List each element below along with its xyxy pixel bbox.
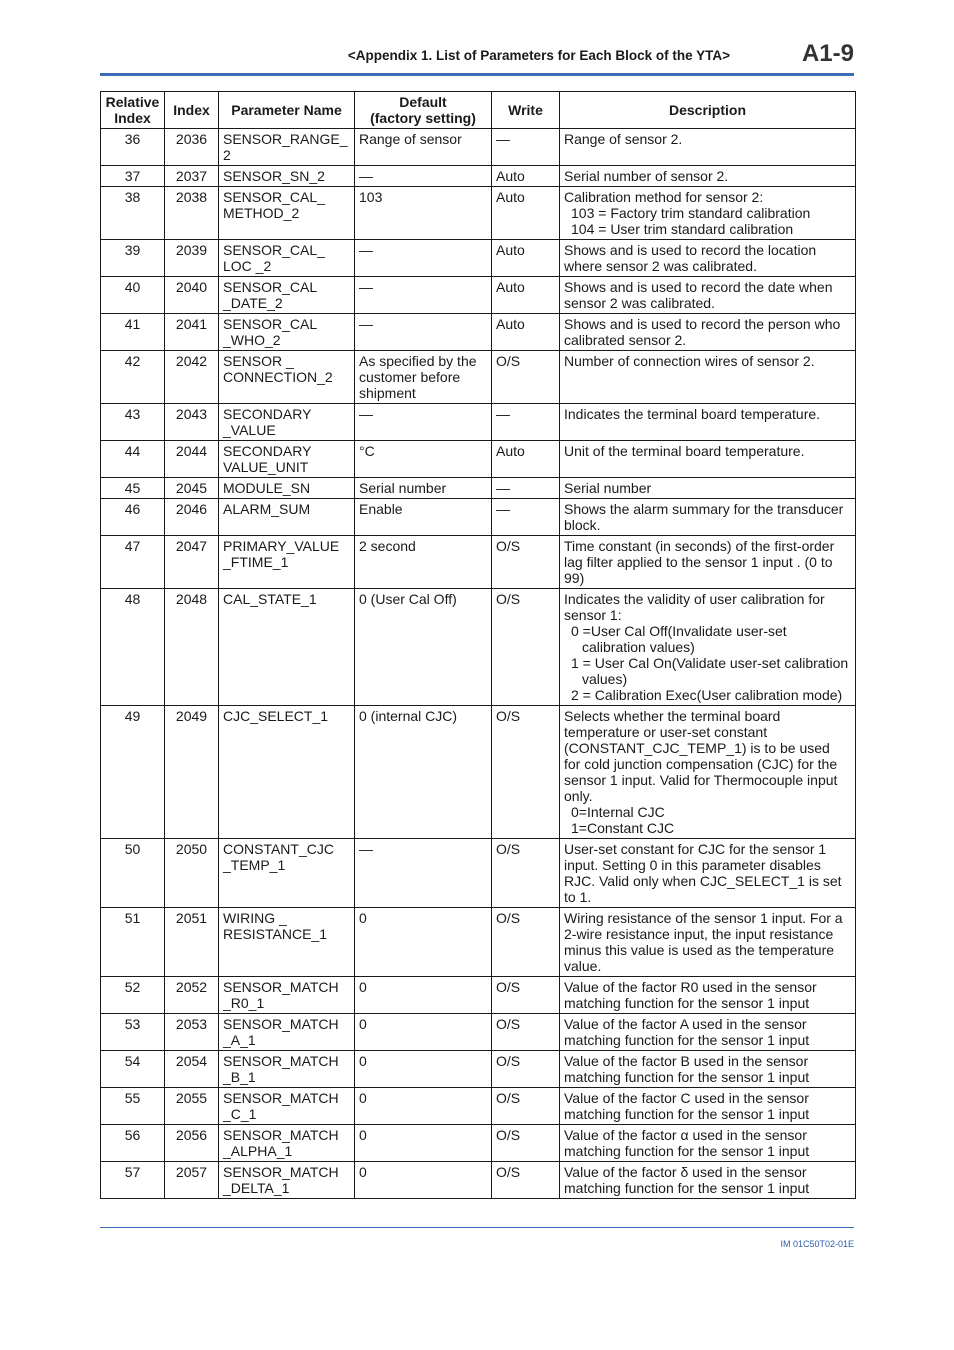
parameter-table	[100, 91, 856, 1199]
cell-index: 2043	[165, 404, 219, 441]
default-value-line: Range of sensor	[359, 131, 462, 147]
header-divider	[100, 73, 854, 76]
table-row	[101, 1088, 856, 1125]
parameter-name-line: SENSOR _	[223, 353, 294, 369]
cell-write: O/S	[492, 1014, 560, 1051]
cell-relative-index: 40	[101, 277, 165, 314]
table-row	[101, 240, 856, 277]
cell-relative-index: 57	[101, 1162, 165, 1199]
description-line: Value of the factor C used in the sensor	[564, 1090, 809, 1106]
cell-index: 2042	[165, 351, 219, 404]
parameter-name-line: VALUE_UNIT	[223, 459, 309, 475]
cell-default	[355, 536, 492, 589]
cell-relative-index: 43	[101, 404, 165, 441]
cell-relative-index: 45	[101, 478, 165, 499]
cell-relative-index: 52	[101, 977, 165, 1014]
parameter-name-line: _DATE_2	[223, 295, 283, 311]
cell-index: 2050	[165, 839, 219, 908]
table-row	[101, 314, 856, 351]
description-line: Range of sensor 2.	[564, 131, 683, 147]
cell-relative-index: 53	[101, 1014, 165, 1051]
cell-parameter-name	[219, 1125, 355, 1162]
column-header-default-line1: Default	[399, 94, 447, 110]
cell-write: O/S	[492, 1088, 560, 1125]
cell-index: 2044	[165, 441, 219, 478]
cell-description	[560, 839, 856, 908]
cell-description	[560, 404, 856, 441]
default-value-line: 0	[359, 910, 367, 926]
table-row	[101, 1125, 856, 1162]
cell-index: 2055	[165, 1088, 219, 1125]
cell-parameter-name	[219, 351, 355, 404]
cell-relative-index: 46	[101, 499, 165, 536]
cell-default	[355, 404, 492, 441]
parameter-name-line: _TEMP_1	[223, 857, 286, 873]
description-line: 1 = User Cal On(Validate user-set calibration	[571, 655, 849, 671]
cell-default	[355, 706, 492, 839]
description-line: matching function for the sensor 1 input	[564, 1069, 810, 1085]
parameter-name-line: MODULE_SN	[223, 480, 311, 496]
default-value-line: Enable	[359, 501, 403, 517]
column-header-default	[355, 92, 492, 129]
parameter-name-line: _C_1	[223, 1106, 257, 1122]
description-line: 0=Internal CJC	[571, 804, 665, 820]
cell-description	[560, 1014, 856, 1051]
default-value-line: —	[359, 242, 373, 258]
cell-write: —	[492, 499, 560, 536]
cell-write: —	[492, 478, 560, 499]
cell-index: 2056	[165, 1125, 219, 1162]
parameter-name-line: METHOD_2	[223, 205, 300, 221]
description-line: (CONSTANT_CJC_TEMP_1) is to be used	[564, 740, 830, 756]
description-line: Calibration method for sensor 2:	[564, 189, 764, 205]
cell-description	[560, 166, 856, 187]
description-line: matching function for the sensor 1 input	[564, 1180, 810, 1196]
cell-parameter-name	[219, 908, 355, 977]
parameter-name-line: CONSTANT_CJC	[223, 841, 334, 857]
parameter-name-line: SECONDARY	[223, 443, 312, 459]
column-header-index: Index	[165, 92, 219, 129]
cell-relative-index: 47	[101, 536, 165, 589]
cell-write: Auto	[492, 314, 560, 351]
cell-description	[560, 277, 856, 314]
default-value-line: —	[359, 406, 373, 422]
cell-parameter-name	[219, 314, 355, 351]
cell-write: O/S	[492, 1125, 560, 1162]
cell-index: 2046	[165, 499, 219, 536]
cell-index: 2053	[165, 1014, 219, 1051]
default-value-line: —	[359, 279, 373, 295]
description-line: Selects whether the terminal board	[564, 708, 781, 724]
cell-description	[560, 314, 856, 351]
cell-write: O/S	[492, 1051, 560, 1088]
cell-default	[355, 908, 492, 977]
column-header-parameter-name: Parameter Name	[219, 92, 355, 129]
parameter-name-line: _DELTA_1	[223, 1180, 290, 1196]
column-header-default-line2: (factory setting)	[370, 110, 476, 126]
cell-parameter-name	[219, 706, 355, 839]
parameter-name-line: SENSOR_RANGE_	[223, 131, 348, 147]
parameter-name-line: SENSOR_MATCH	[223, 1053, 339, 1069]
description-line: RJC. Valid only when CJC_SELECT_1 is set	[564, 873, 842, 889]
cell-write: —	[492, 129, 560, 166]
default-value-line: 2 second	[359, 538, 416, 554]
cell-parameter-name	[219, 1088, 355, 1125]
description-line: minus this value is used as the temperature	[564, 942, 835, 958]
cell-parameter-name	[219, 129, 355, 166]
default-value-line: 103	[359, 189, 383, 205]
description-line: values)	[582, 671, 628, 687]
description-line: Value of the factor R0 used in the sensor	[564, 979, 817, 995]
cell-parameter-name	[219, 839, 355, 908]
description-line: Unit of the terminal board temperature.	[564, 443, 805, 459]
parameter-name-line: _A_1	[223, 1032, 256, 1048]
cell-write: Auto	[492, 277, 560, 314]
cell-relative-index: 38	[101, 187, 165, 240]
cell-default	[355, 314, 492, 351]
parameter-name-line: _R0_1	[223, 995, 265, 1011]
description-line: User-set constant for CJC for the sensor 1	[564, 841, 827, 857]
parameter-name-line: 2	[223, 147, 231, 163]
default-value-line: As specified by the	[359, 353, 477, 369]
cell-index: 2040	[165, 277, 219, 314]
cell-description	[560, 1125, 856, 1162]
cell-parameter-name	[219, 478, 355, 499]
cell-write: O/S	[492, 706, 560, 839]
cell-description	[560, 706, 856, 839]
default-value-line: —	[359, 168, 373, 184]
description-line: sensor 1 input. Valid for Thermocouple input	[564, 772, 838, 788]
cell-index: 2037	[165, 166, 219, 187]
parameter-name-line: SENSOR_CAL_	[223, 189, 325, 205]
default-value-line: —	[359, 316, 373, 332]
cell-default	[355, 166, 492, 187]
cell-default	[355, 589, 492, 706]
parameter-name-line: RESISTANCE_1	[223, 926, 327, 942]
parameter-name-line: SENSOR_CAL	[223, 316, 318, 332]
description-line: 2 = Calibration Exec(User calibration mode)	[571, 687, 843, 703]
cell-default	[355, 441, 492, 478]
column-header-relative-index	[101, 92, 165, 129]
cell-index: 2041	[165, 314, 219, 351]
parameter-name-line: SECONDARY	[223, 406, 312, 422]
description-line: 1=Constant CJC	[571, 820, 675, 836]
description-line: Shows and is used to record the location	[564, 242, 817, 258]
description-line: Value of the factor A used in the sensor	[564, 1016, 807, 1032]
description-line: 2-wire resistance input, the input resistance	[564, 926, 834, 942]
description-line: Shows the alarm summary for the transducer	[564, 501, 844, 517]
cell-index: 2045	[165, 478, 219, 499]
parameter-name-line: WIRING _	[223, 910, 287, 926]
description-line: Time constant (in seconds) of the first-order	[564, 538, 835, 554]
cell-relative-index: 41	[101, 314, 165, 351]
table-body	[101, 129, 856, 1199]
default-value-line: °C	[359, 443, 375, 459]
cell-description	[560, 441, 856, 478]
description-line: 99)	[564, 570, 585, 586]
cell-index: 2057	[165, 1162, 219, 1199]
description-line: Shows and is used to record the person who	[564, 316, 841, 332]
cell-write: Auto	[492, 240, 560, 277]
cell-parameter-name	[219, 499, 355, 536]
column-header-relative-index-line1: Relative	[105, 94, 160, 110]
cell-relative-index: 48	[101, 589, 165, 706]
column-header-description: Description	[560, 92, 856, 129]
cell-default	[355, 187, 492, 240]
cell-description	[560, 977, 856, 1014]
cell-parameter-name	[219, 1162, 355, 1199]
default-value-line: 0	[359, 979, 367, 995]
cell-write: O/S	[492, 908, 560, 977]
table-row	[101, 1014, 856, 1051]
description-line: value.	[564, 958, 602, 974]
default-value-line: —	[359, 841, 373, 857]
cell-default	[355, 499, 492, 536]
cell-parameter-name	[219, 166, 355, 187]
cell-description	[560, 187, 856, 240]
cell-index: 2036	[165, 129, 219, 166]
cell-default	[355, 240, 492, 277]
cell-default	[355, 351, 492, 404]
parameter-name-line: SENSOR_CAL_	[223, 242, 325, 258]
description-line: where sensor 2 was calibrated.	[564, 258, 757, 274]
default-value-line: customer before	[359, 369, 461, 385]
parameter-name-line: SENSOR_MATCH	[223, 1090, 339, 1106]
default-value-line: 0	[359, 1127, 367, 1143]
table-header-row	[101, 92, 856, 129]
cell-index: 2039	[165, 240, 219, 277]
cell-write: O/S	[492, 351, 560, 404]
cell-relative-index: 49	[101, 706, 165, 839]
cell-parameter-name	[219, 441, 355, 478]
description-line: matching function for the sensor 1 input	[564, 1106, 810, 1122]
parameter-name-line: SENSOR_MATCH	[223, 979, 339, 995]
parameter-name-line: CJC_SELECT_1	[223, 708, 329, 724]
parameter-name-line: _B_1	[223, 1069, 256, 1085]
cell-write: —	[492, 404, 560, 441]
parameter-name-line: _FTIME_1	[223, 554, 289, 570]
cell-parameter-name	[219, 240, 355, 277]
description-line: calibration values)	[582, 639, 695, 655]
default-value-line: 0	[359, 1053, 367, 1069]
table-row	[101, 277, 856, 314]
cell-parameter-name	[219, 589, 355, 706]
table-row	[101, 351, 856, 404]
cell-description	[560, 499, 856, 536]
cell-index: 2038	[165, 187, 219, 240]
description-line: only.	[564, 788, 593, 804]
cell-relative-index: 55	[101, 1088, 165, 1125]
description-line: Number of connection wires of sensor 2.	[564, 353, 815, 369]
description-line: Value of the factor α used in the sensor	[564, 1127, 807, 1143]
cell-relative-index: 56	[101, 1125, 165, 1162]
parameter-name-line: SENSOR_SN_2	[223, 168, 325, 184]
table-row	[101, 404, 856, 441]
table-row	[101, 977, 856, 1014]
parameter-name-line: SENSOR_MATCH	[223, 1164, 339, 1180]
cell-default	[355, 1162, 492, 1199]
description-line: Value of the factor B used in the sensor	[564, 1053, 809, 1069]
cell-default	[355, 129, 492, 166]
cell-index: 2052	[165, 977, 219, 1014]
cell-description	[560, 478, 856, 499]
default-value-line: Serial number	[359, 480, 447, 496]
cell-parameter-name	[219, 404, 355, 441]
default-value-line: 0 (User Cal Off)	[359, 591, 457, 607]
cell-default	[355, 1014, 492, 1051]
description-line: for cold junction compensation (CJC) for the	[564, 756, 838, 772]
cell-write: O/S	[492, 977, 560, 1014]
cell-default	[355, 839, 492, 908]
cell-parameter-name	[219, 536, 355, 589]
description-line: lag filter applied to the sensor 1 input . (0 to	[564, 554, 833, 570]
cell-description	[560, 536, 856, 589]
cell-relative-index: 51	[101, 908, 165, 977]
parameter-name-line: PRIMARY_VALUE	[223, 538, 340, 554]
description-line: 0 =User Cal Off(Invalidate user-set	[571, 623, 787, 639]
cell-parameter-name	[219, 1014, 355, 1051]
cell-description	[560, 1088, 856, 1125]
cell-default	[355, 1125, 492, 1162]
cell-description	[560, 240, 856, 277]
cell-parameter-name	[219, 1051, 355, 1088]
cell-write: Auto	[492, 187, 560, 240]
description-line: Indicates the validity of user calibration for	[564, 591, 825, 607]
cell-default	[355, 1051, 492, 1088]
parameter-name-line: SENSOR_CAL	[223, 279, 318, 295]
description-line: 103 = Factory trim standard calibration	[571, 205, 811, 221]
cell-description	[560, 1162, 856, 1199]
cell-parameter-name	[219, 977, 355, 1014]
cell-write: O/S	[492, 839, 560, 908]
cell-relative-index: 39	[101, 240, 165, 277]
cell-relative-index: 54	[101, 1051, 165, 1088]
parameter-name-line: CAL_STATE_1	[223, 591, 317, 607]
cell-relative-index: 50	[101, 839, 165, 908]
cell-default	[355, 977, 492, 1014]
cell-write: O/S	[492, 536, 560, 589]
document-number: IM 01C50T02-01E	[780, 1239, 854, 1249]
table-row	[101, 441, 856, 478]
description-line: Shows and is used to record the date when	[564, 279, 833, 295]
table-row	[101, 1051, 856, 1088]
parameter-name-line: _VALUE	[223, 422, 276, 438]
table-row	[101, 478, 856, 499]
cell-index: 2051	[165, 908, 219, 977]
cell-parameter-name	[219, 187, 355, 240]
cell-index: 2048	[165, 589, 219, 706]
table-row	[101, 166, 856, 187]
cell-description	[560, 589, 856, 706]
page-number: A1-9	[801, 40, 854, 67]
table-row	[101, 839, 856, 908]
description-line: calibrated sensor 2.	[564, 332, 687, 348]
table-row	[101, 1162, 856, 1199]
cell-relative-index: 44	[101, 441, 165, 478]
description-line: 104 = User trim standard calibration	[571, 221, 794, 237]
cell-description	[560, 351, 856, 404]
cell-description	[560, 129, 856, 166]
table-row	[101, 706, 856, 839]
cell-default	[355, 478, 492, 499]
cell-index: 2047	[165, 536, 219, 589]
page-header-title: <Appendix 1. List of Parameters for Each Block of the YTA>	[347, 48, 730, 63]
table-row	[101, 187, 856, 240]
cell-description	[560, 1051, 856, 1088]
parameter-name-line: _ALPHA_1	[223, 1143, 293, 1159]
column-header-relative-index-line2: Index	[114, 110, 151, 126]
cell-relative-index: 37	[101, 166, 165, 187]
footer-divider	[100, 1227, 854, 1228]
cell-relative-index: 42	[101, 351, 165, 404]
cell-index: 2049	[165, 706, 219, 839]
default-value-line: 0 (internal CJC)	[359, 708, 458, 724]
description-line: sensor 2 was calibrated.	[564, 295, 715, 311]
cell-parameter-name	[219, 277, 355, 314]
description-line: block.	[564, 517, 601, 533]
parameter-name-line: LOC _2	[223, 258, 272, 274]
description-line: Indicates the terminal board temperature.	[564, 406, 821, 422]
cell-relative-index: 36	[101, 129, 165, 166]
cell-default	[355, 1088, 492, 1125]
cell-write: Auto	[492, 166, 560, 187]
description-line: Serial number of sensor 2.	[564, 168, 729, 184]
cell-index: 2054	[165, 1051, 219, 1088]
cell-write: Auto	[492, 441, 560, 478]
parameter-name-line: _WHO_2	[223, 332, 281, 348]
parameter-name-line: ALARM_SUM	[223, 501, 311, 517]
description-line: matching function for the sensor 1 input	[564, 1143, 810, 1159]
table-row	[101, 589, 856, 706]
description-line: Serial number	[564, 480, 652, 496]
parameter-name-line: SENSOR_MATCH	[223, 1127, 339, 1143]
table-row	[101, 536, 856, 589]
cell-description	[560, 908, 856, 977]
description-line: temperature or user-set constant	[564, 724, 768, 740]
default-value-line: 0	[359, 1090, 367, 1106]
description-line: Value of the factor δ used in the sensor	[564, 1164, 807, 1180]
description-line: matching function for the sensor 1 input	[564, 995, 810, 1011]
description-line: to 1.	[564, 889, 592, 905]
default-value-line: shipment	[359, 385, 416, 401]
column-header-write: Write	[492, 92, 560, 129]
table-row	[101, 908, 856, 977]
description-line: sensor 1:	[564, 607, 622, 623]
default-value-line: 0	[359, 1164, 367, 1180]
parameter-name-line: SENSOR_MATCH	[223, 1016, 339, 1032]
cell-default	[355, 277, 492, 314]
cell-write: O/S	[492, 1162, 560, 1199]
description-line: Wiring resistance of the sensor 1 input. For a	[564, 910, 843, 926]
table-row	[101, 129, 856, 166]
description-line: matching function for the sensor 1 input	[564, 1032, 810, 1048]
parameter-name-line: CONNECTION_2	[223, 369, 333, 385]
description-line: input. Setting 0 in this parameter disables	[564, 857, 821, 873]
cell-write: O/S	[492, 589, 560, 706]
default-value-line: 0	[359, 1016, 367, 1032]
table-row	[101, 499, 856, 536]
